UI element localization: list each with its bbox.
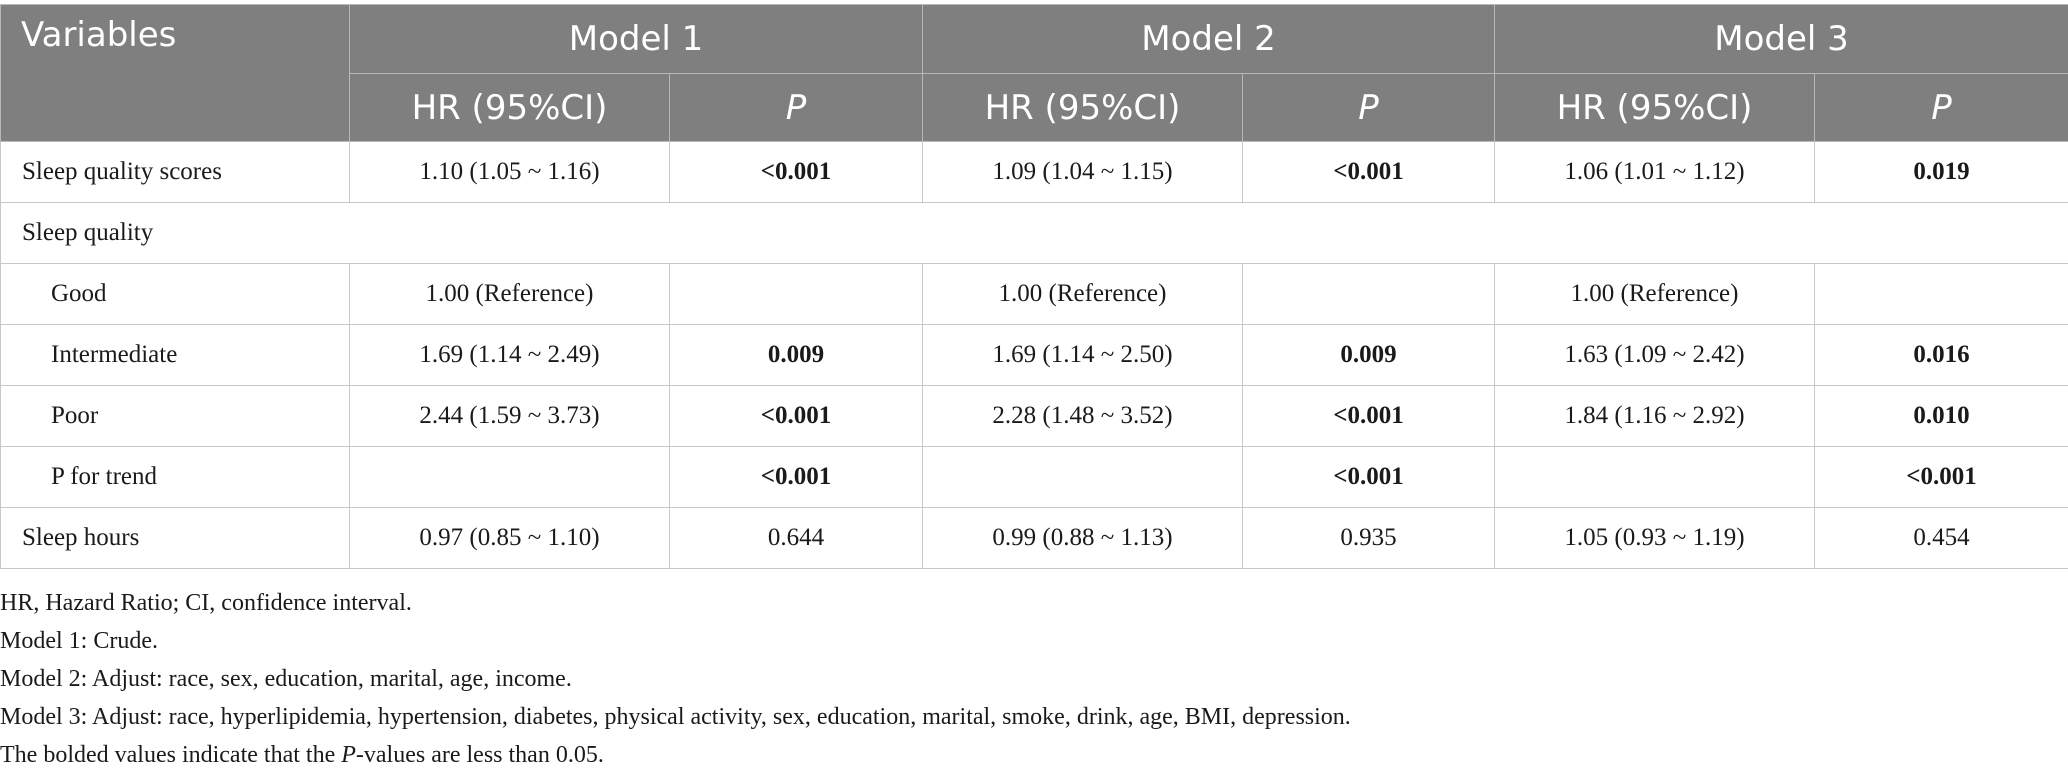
model-1-hr-header: HR (95%CI) (350, 74, 670, 142)
footnote-model-3: Model 3: Adjust: race, hyperlipidemia, hypertension, diabetes, physical activity, sex, education, marital, smoke, drink, age, BMI, depression. (0, 698, 2060, 736)
model-3-p-header: P (1815, 74, 2068, 142)
model-1-p-cell: 0.009 (670, 325, 923, 386)
model-3-p-cell: 0.454 (1815, 508, 2068, 569)
row-label: Sleep quality scores (1, 142, 350, 203)
table-row (1, 386, 2068, 447)
model-2-p-cell: <0.001 (1243, 386, 1495, 447)
footnote-bold-p: P (341, 742, 356, 768)
hazard-ratio-table (0, 4, 2068, 569)
footnote-bold-values (0, 736, 2060, 774)
model-1-hr-cell (350, 447, 670, 508)
footnote-abbreviations: HR, Hazard Ratio; CI, confidence interval. (0, 584, 2060, 622)
model-3-hr-header: HR (95%CI) (1495, 74, 1815, 142)
footnote-model-2: Model 2: Adjust: race, sex, education, marital, age, income. (0, 660, 2060, 698)
model-1-p-cell: <0.001 (670, 447, 923, 508)
table-row (1, 447, 2068, 508)
model-2-header: Model 2 (923, 5, 1495, 74)
model-1-hr-cell: 1.10 (1.05 ~ 1.16) (350, 142, 670, 203)
model-3-p-cell: 0.010 (1815, 386, 2068, 447)
row-label: P for trend (1, 447, 350, 508)
table-body (1, 142, 2068, 569)
model-2-hr-cell: 1.00 (Reference) (923, 264, 1243, 325)
row-label: Sleep quality (1, 203, 2068, 264)
model-1-hr-cell: 2.44 (1.59 ~ 3.73) (350, 386, 670, 447)
model-2-p-cell: 0.009 (1243, 325, 1495, 386)
table-row (1, 264, 2068, 325)
model-1-hr-cell: 1.00 (Reference) (350, 264, 670, 325)
model-3-p-cell: 0.019 (1815, 142, 2068, 203)
model-2-p-cell: 0.935 (1243, 508, 1495, 569)
model-2-hr-cell: 1.69 (1.14 ~ 2.50) (923, 325, 1243, 386)
model-3-hr-cell: 1.05 (0.93 ~ 1.19) (1495, 508, 1815, 569)
model-2-hr-cell: 0.99 (0.88 ~ 1.13) (923, 508, 1243, 569)
model-2-hr-header: HR (95%CI) (923, 74, 1243, 142)
model-1-p-cell: <0.001 (670, 386, 923, 447)
model-1-p-header: P (670, 74, 923, 142)
model-1-p-cell (670, 264, 923, 325)
footnote-bold-suffix: -values are less than 0.05. (356, 742, 604, 768)
model-3-hr-cell: 1.63 (1.09 ~ 2.42) (1495, 325, 1815, 386)
table-row (1, 508, 2068, 569)
table-row (1, 203, 2068, 264)
model-2-p-cell: <0.001 (1243, 142, 1495, 203)
model-3-p-cell: 0.016 (1815, 325, 2068, 386)
model-3-hr-cell: 1.06 (1.01 ~ 1.12) (1495, 142, 1815, 203)
model-3-hr-cell: 1.84 (1.16 ~ 2.92) (1495, 386, 1815, 447)
model-3-p-cell: <0.001 (1815, 447, 2068, 508)
footnote-model-1: Model 1: Crude. (0, 622, 2060, 660)
model-2-p-header: P (1243, 74, 1495, 142)
model-2-hr-cell: 2.28 (1.48 ~ 3.52) (923, 386, 1243, 447)
model-2-p-cell (1243, 264, 1495, 325)
model-1-hr-cell: 1.69 (1.14 ~ 2.49) (350, 325, 670, 386)
table-footnotes (0, 584, 2060, 774)
model-1-p-cell: <0.001 (670, 142, 923, 203)
row-label: Good (1, 264, 350, 325)
table-row (1, 142, 2068, 203)
table-row (1, 325, 2068, 386)
model-2-hr-cell: 1.09 (1.04 ~ 1.15) (923, 142, 1243, 203)
row-label: Intermediate (1, 325, 350, 386)
model-3-hr-cell (1495, 447, 1815, 508)
model-1-header: Model 1 (350, 5, 923, 74)
model-3-p-cell (1815, 264, 2068, 325)
model-1-p-cell: 0.644 (670, 508, 923, 569)
footnote-bold-prefix: The bolded values indicate that the (0, 742, 341, 768)
row-label: Poor (1, 386, 350, 447)
row-label: Sleep hours (1, 508, 350, 569)
model-2-p-cell: <0.001 (1243, 447, 1495, 508)
model-1-hr-cell: 0.97 (0.85 ~ 1.10) (350, 508, 670, 569)
model-3-header: Model 3 (1495, 5, 2068, 74)
model-3-hr-cell: 1.00 (Reference) (1495, 264, 1815, 325)
model-2-hr-cell (923, 447, 1243, 508)
variables-header: Variables (1, 5, 350, 142)
table-header (1, 5, 2068, 142)
